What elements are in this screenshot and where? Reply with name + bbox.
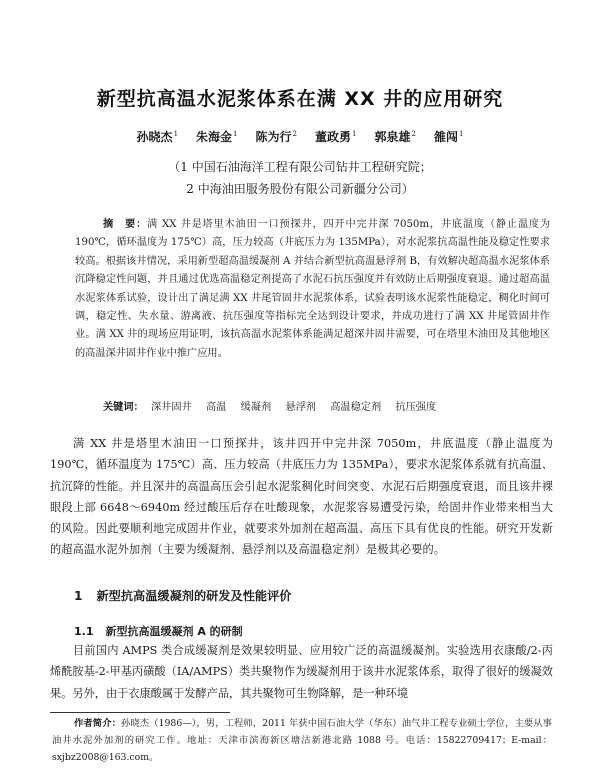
footnote-divider xyxy=(50,712,230,713)
subsection-heading: 1.1 新型抗高温缓凝剂 A 的研制 xyxy=(74,625,243,638)
keyword: 深井固井 xyxy=(151,402,192,413)
author: 朱海金$^1$ xyxy=(196,130,238,144)
footnote-label: 作者简介： xyxy=(74,718,121,729)
affiliation-line-2: 2 中海油田服务股份有限公司新疆分公司） xyxy=(186,182,414,196)
author: 陈为行$^2$ xyxy=(255,130,297,144)
author: 郭泉雄$^2$ xyxy=(374,130,416,144)
paper-title: 新型抗高温水泥浆体系在满 XX 井的应用研究 xyxy=(96,88,504,110)
footnote-text: 孙晓杰（1986—），男，工程师，2011 年获中国石油大学（华东）油气井工程专业硕士学位，主要从事油井水泥外加剂的研究工作。地址：天津市滨海新区塘沽新港北路 1088 号。电话：15822709417；E-mail：sxjbz2008@163.com。 xyxy=(52,718,552,763)
abstract-label: 摘 要： xyxy=(103,219,147,230)
keyword: 高温稳定剂 xyxy=(330,402,382,413)
keywords xyxy=(103,400,553,416)
keyword: 高温 xyxy=(206,402,227,413)
abstract xyxy=(75,216,550,363)
author-list xyxy=(0,128,600,145)
affiliation-line-1: （1 中国石油海洋工程有限公司钻井工程研究院； xyxy=(168,160,432,174)
keyword: 缓凝剂 xyxy=(240,402,272,413)
keyword: 悬浮剂 xyxy=(285,402,316,413)
keywords-label: 关键词： xyxy=(103,402,144,413)
section-heading: 1 新型抗高温缓凝剂的研发及性能评价 xyxy=(74,589,292,603)
author: 董政勇$^1$ xyxy=(315,130,357,144)
section-paragraph: 目前国内 AMPS 类合成缓凝剂是效果较明显、应用较广泛的高温缓凝剂。实验选用衣康酸/2-丙烯酰胺基-2-甲基丙磺酸（IA/AMPS）类共聚物作为缓凝剂用于该井水泥浆体系，取得了很好的缓凝效果。另外，由于衣康酸属于发酵产品，其共聚物可生物降解，是一种环境 xyxy=(50,644,553,700)
author-footnote xyxy=(52,715,552,766)
author: 孙晓杰$^1$ xyxy=(136,130,179,144)
author: 雒闯$^1$ xyxy=(433,130,464,144)
abstract-text: 满 XX 井是塔里木油田一口预探井，四开中完井深 7050m，井底温度（静止温度为 190℃，循环温度为 175℃）高，压力较高（井底压力为 135MPa），对水泥浆抗高温性能及稳定性要求较高。根据该井情况，采用新型超高温缓凝剂 A 并结合新型抗高温悬浮剂 B，有效解决超高温水泥浆体系沉降稳定性问题，并且通过优选高温稳定剂提高了水泥石抗压强度并有效防止后期强度衰退。通过超高温水泥浆体系试验，设计出了满足满 XX 井尾管固井水泥浆体系，试验表明该水泥浆性能稳定，稠化时间可调，稳定性、失水量、游离液、抗压强度等指标完全达到设计要求，并成功进行了满 XX 井尾管固井作业。满 XX 井的现场应用证明，该抗高温水泥浆体系能满足超深井固井需要，可在塔里木油田及其他地区的高温深井固井作业中推广应用。 xyxy=(75,219,551,359)
intro-paragraph: 满 XX 井是塔里木油田一口预探井，该井四开中完井深 7050m，井底温度（静止温度为 190℃，循环温度为 175℃）高、压力较高（井底压力为 135MPa），要求水泥浆体系就有抗高温、抗沉降的性能。并且深井的高温高压会引起水泥浆稠化时间突变、水泥石后期强度衰退，而且该井裸眼段上部 6648～6940m 经过酸压后存在吐酸现象，水泥浆容易遭受污染，给固井作业带来相当大的风险。因此要顺利地完成固井作业，就要求外加剂在超高温、高压下具有优良的性能。研究开发新的超高温水泥外加剂（主要为缓凝剂、悬浮剂以及高温稳定剂）是极其必要的。 xyxy=(50,437,553,557)
keyword: 抗压强度 xyxy=(395,402,437,413)
